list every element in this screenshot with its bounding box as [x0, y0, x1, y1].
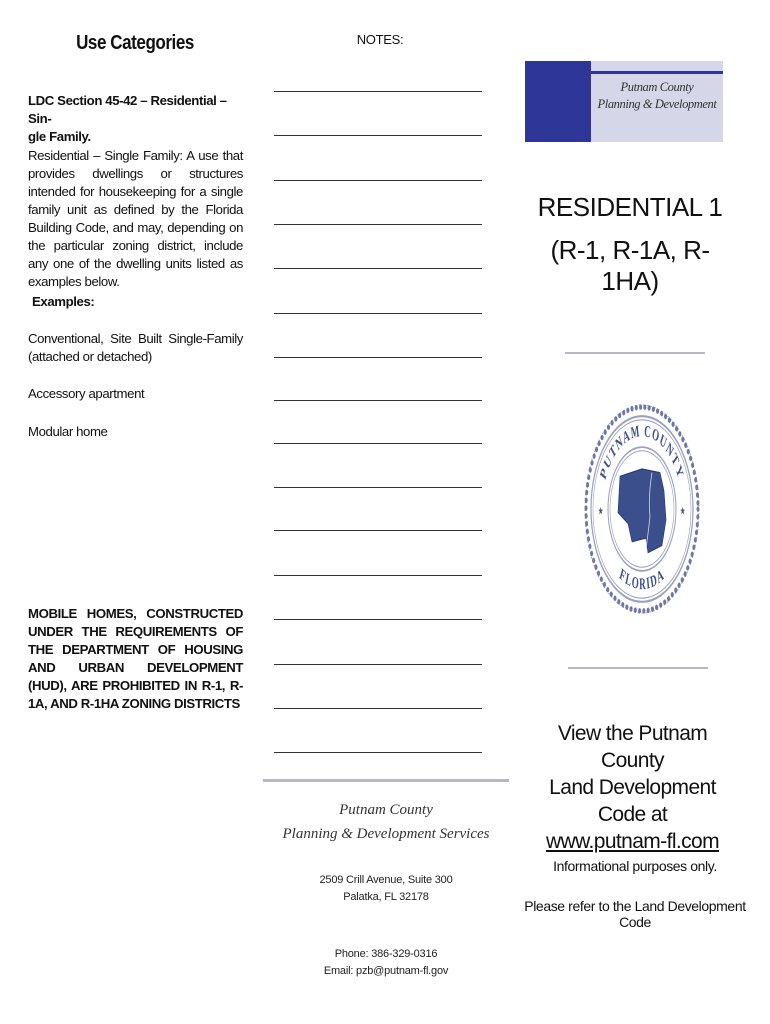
office-line2: Planning & Development Services	[282, 826, 490, 842]
section-heading	[28, 92, 243, 146]
view-line1: View the Putnam County	[557, 722, 708, 772]
use-categories-title: Use Categories	[76, 32, 194, 54]
brochure-title: RESIDENTIAL 1	[537, 192, 723, 222]
example-item: Accessory apartment	[28, 386, 145, 401]
seal-top-text: PUTNAM COUNTY	[597, 421, 687, 483]
website-link[interactable]: www.putnam-fl.com	[545, 830, 720, 853]
note-line	[274, 752, 482, 753]
office-name	[263, 798, 509, 846]
note-line	[274, 619, 482, 620]
note-line	[274, 180, 482, 181]
note-line	[274, 135, 482, 136]
example-item: Conventional, Site Built Single-Family (attached or detached)	[28, 331, 243, 364]
code-reference	[525, 720, 740, 855]
note-line	[274, 357, 482, 358]
note-line	[274, 708, 482, 709]
header-band	[591, 61, 723, 142]
address-line1: 2509 Crill Avenue, Suite 300	[319, 874, 453, 886]
contact-info	[263, 946, 509, 980]
middle-divider	[263, 779, 509, 782]
note-line	[274, 530, 482, 531]
brand-block	[525, 61, 591, 142]
svg-text:★: ★	[680, 505, 686, 519]
note-line	[274, 268, 482, 269]
definition-paragraph: Residential – Single Family: A use that provides dwellings or structures intended for housekeeping for a single family unit as defined by the Florida Building Code, and may, depending on the particular zoning district, include any one of the dwelling units listed as examples below.	[28, 148, 243, 289]
seal-divider	[568, 667, 708, 669]
section-heading-line2: gle Family.	[28, 129, 91, 144]
notes-title: NOTES:	[356, 32, 404, 47]
note-line	[274, 400, 482, 401]
phone-number: Phone: 386-329-0316	[334, 948, 438, 960]
note-line	[274, 313, 482, 314]
brochure-subtitle: (R-1, R-1A, R-1HA)	[550, 235, 710, 296]
note-line	[274, 443, 482, 444]
office-address	[263, 872, 509, 906]
seal-bottom-text: FLORIDA	[617, 564, 667, 593]
title-divider	[565, 352, 705, 354]
office-line1: Putnam County	[339, 802, 433, 818]
putnam-county-seal-icon	[583, 403, 701, 615]
email-address: Email: pzb@putnam-fl.gov	[323, 965, 449, 977]
header-text	[591, 79, 723, 113]
header-line1: Putnam County	[620, 80, 694, 94]
note-line	[274, 487, 482, 488]
address-line2: Palatka, FL 32178	[343, 891, 429, 903]
svg-text:★: ★	[598, 505, 604, 519]
header-accent-bar	[591, 71, 723, 74]
header-line2: Planning & Development	[597, 97, 717, 111]
view-line2: Land Development Code at	[549, 776, 716, 826]
note-line	[274, 224, 482, 225]
note-line	[274, 91, 482, 92]
examples-heading: Examples:	[32, 294, 95, 309]
mobile-home-warning: MOBILE HOMES, CONSTRUCTED UNDER THE REQUIREMENTS OF THE DEPARTMENT OF HOUSING AND URBAN DEVELOPMENT (HUD), ARE PROHIBITED IN R-1, R-1A, AND R-1HA ZONING DISTRICTS	[28, 606, 243, 711]
note-line	[274, 575, 482, 576]
section-heading-line1: LDC Section 45-42 – Residential – Sin-	[28, 93, 227, 126]
info-disclaimer: Informational purposes only.	[553, 858, 717, 874]
note-line	[274, 664, 482, 665]
example-item: Modular home	[28, 424, 108, 439]
refer-code-note: Please refer to the Land Development Code	[524, 898, 746, 930]
